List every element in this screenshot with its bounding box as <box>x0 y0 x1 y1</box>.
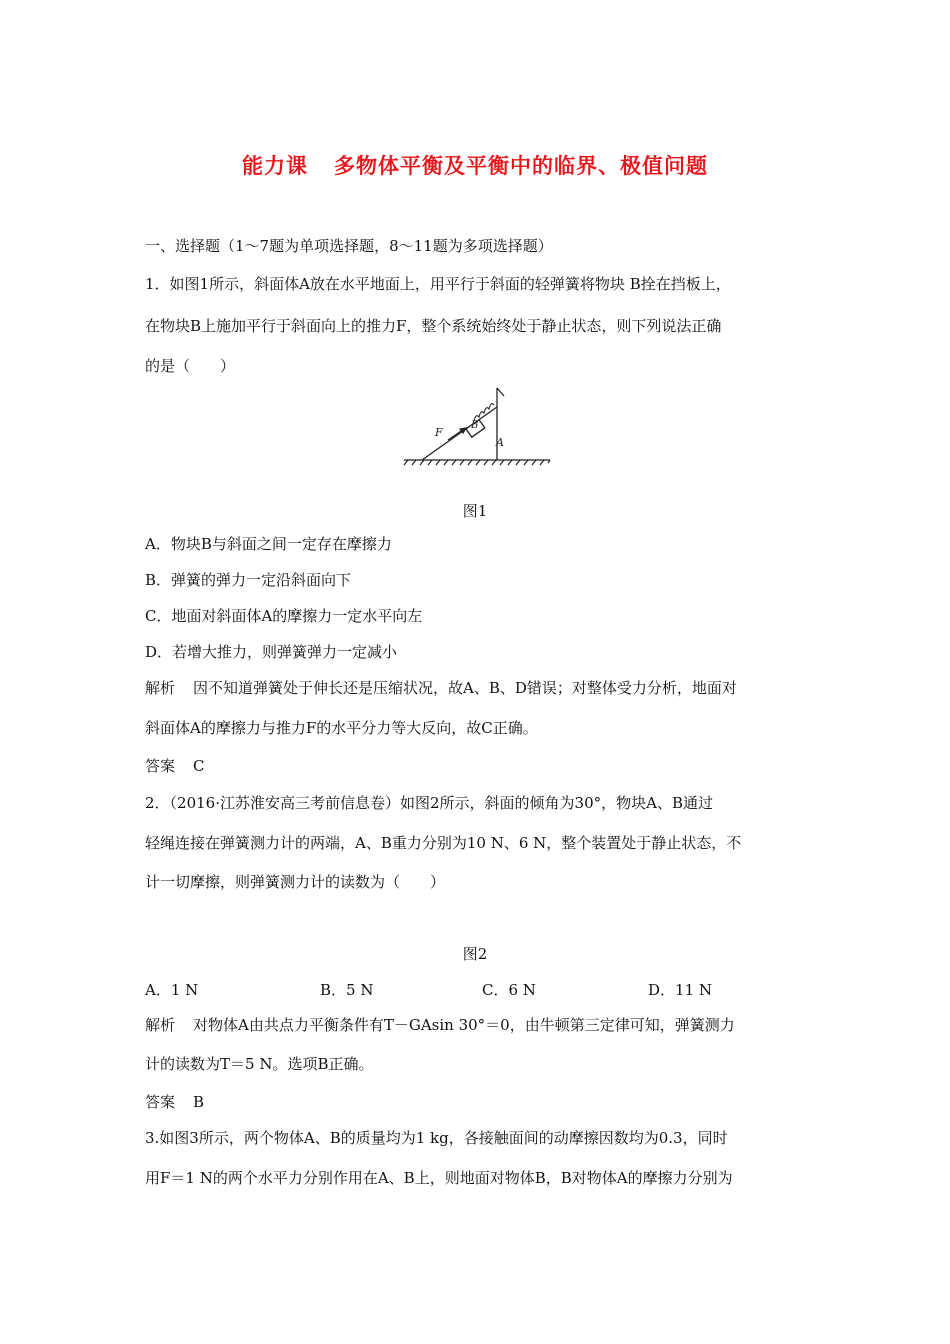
q2-analysis-label: 解析 <box>145 1016 176 1034</box>
q2-analysis-line-1 <box>145 1015 735 1035</box>
q1-option-a: A．物块B与斜面之间一定存在摩擦力 <box>145 535 392 553</box>
label-f: F <box>435 426 443 439</box>
q2-option-c: C．6 N <box>482 981 536 999</box>
q1-option-d: D．若增大推力，则弹簧弹力一定减小 <box>145 643 398 661</box>
page-title <box>0 150 950 180</box>
q2-option-d: D．11 N <box>648 981 713 999</box>
q1-option-b: B．弹簧的弹力一定沿斜面向下 <box>145 571 352 589</box>
label-b: B <box>471 420 479 431</box>
q2-answer-label: 答案 <box>145 1093 176 1111</box>
q2-answer-value: B <box>193 1093 205 1111</box>
q1-option-c: C．地面对斜面体A的摩擦力一定水平向左 <box>145 607 423 625</box>
figure-2-caption: 图2 <box>462 945 488 963</box>
section-heading: 一、选择题（1～7题为单项选择题，8～11题为多项选择题） <box>145 237 553 255</box>
q1-analysis-label: 解析 <box>145 679 176 697</box>
q2-option-a: A．1 N <box>145 981 199 999</box>
q1-line-3: 的是（ ） <box>145 357 236 375</box>
ground-line <box>404 460 550 465</box>
q2-line-2: 轻绳连接在弹簧测力计的两端，A、B重力分别为10 N、6 N，整个装置处于静止状态，不 <box>145 834 742 852</box>
q3-line-2: 用F＝1 N的两个水平力分别作用在A、B上，则地面对物体B，B对物体A的摩擦力分别为 <box>145 1169 733 1187</box>
incline-body-a <box>422 388 504 460</box>
q1-answer-value: C <box>193 757 205 775</box>
q1-answer-label: 答案 <box>145 757 176 775</box>
force-f-arrow <box>448 428 466 440</box>
q1-analysis-text-1: 因不知道弹簧处于伸长还是压缩状况，故A、B、D错误；对整体受力分析，地面对 <box>193 679 737 697</box>
q2-answer <box>145 1092 204 1112</box>
figure-1-caption: 图1 <box>462 502 488 520</box>
q3-line-1: 3.如图3所示，两个物体A、B的质量均为1 kg，各接触面间的动摩擦因数均为0.3，同时 <box>145 1129 728 1147</box>
title-main: 能力课 <box>242 154 308 178</box>
q2-line-1: 2．（2016·江苏淮安高三考前信息卷）如图2所示，斜面的倾角为30°，物块A、B通过 <box>145 794 713 812</box>
title-sub: 多物体平衡及平衡中的临界、极值问题 <box>334 154 708 178</box>
spring <box>474 404 494 421</box>
q1-analysis-line-2: 斜面体A的摩擦力与推力F的水平分力等大反向，故C正确。 <box>145 719 538 737</box>
q2-option-b: B．5 N <box>320 981 374 999</box>
q1-line-1: 1．如图1所示，斜面体A放在水平地面上，用平行于斜面的轻弹簧将物块 B拴在挡板上， <box>145 275 731 293</box>
q1-line-2: 在物块B上施加平行于斜面向上的推力F，整个系统始终处于静止状态，则下列说法正确 <box>145 317 722 335</box>
q2-line-3: 计一切摩擦，则弹簧测力计的读数为（ ） <box>145 873 446 891</box>
q2-analysis-line-2: 计的读数为T＝5 N。选项B正确。 <box>145 1055 374 1073</box>
q1-answer <box>145 756 205 776</box>
q2-analysis-text-1: 对物体A由共点力平衡条件有T－GAsin 30°＝0，由牛顿第三定律可知，弹簧测力 <box>193 1016 735 1034</box>
label-a: A <box>496 436 504 449</box>
q1-analysis-line-1 <box>145 678 737 698</box>
figure-1-incline-diagram <box>402 384 552 466</box>
